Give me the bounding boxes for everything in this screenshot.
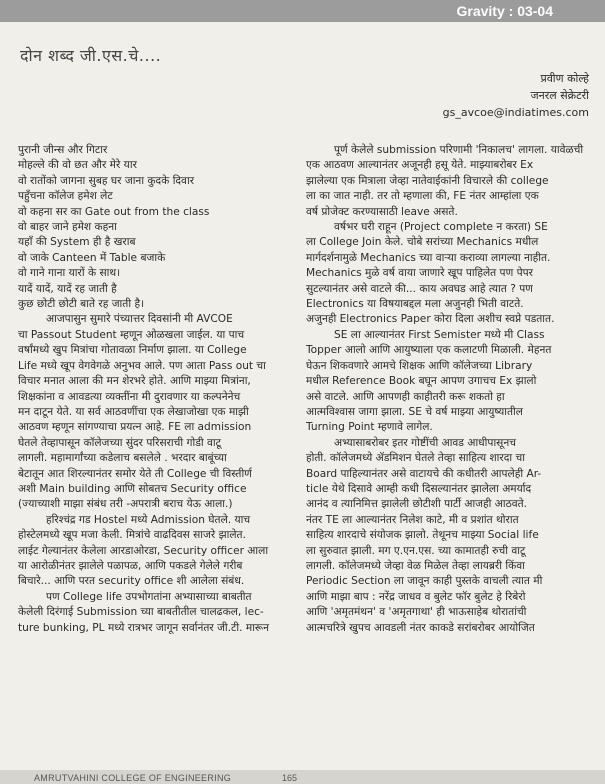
poem-line: वो कहना सर का Gate out from the class — [18, 205, 210, 218]
text-line: वर्षभर घरी राहून (Project complete न करता) SE — [334, 221, 548, 234]
text-line: आणि माझा बाप : नरेंद्र जाधव व बुलेट फॉर बुलेट हे रिबेरो — [306, 590, 526, 603]
text-line: Periodic Section ला जावून काही पुस्तके वाचली त्यात मी — [306, 575, 543, 588]
text-line: ticle येथे दिसावे आम्ही कधी दिसल्यानंतर झालेला अमर्याद — [306, 482, 532, 495]
text-line: आठवण म्हणून सांगण्याचा प्रयत्न आहे. FE ला admission — [18, 421, 252, 434]
text-line: मधील Reference Book बघून आपण उगाचच Ex झालो — [306, 375, 537, 388]
footer-band — [0, 770, 605, 784]
text-line: विचार मनात आला की मन शेरभरे होते. आणि माझ्या मित्रांना, — [18, 375, 251, 388]
paragraph — [18, 312, 303, 512]
poem-line: वो गाने गाना यारों के साथ। — [18, 267, 121, 280]
page-number: 165 — [282, 773, 298, 783]
text-line: Electronics या विषयाबद्दल मला अजुनही भिती वाटते. — [306, 298, 524, 311]
poem-line: वो रातोंको जागना सुबह घर जाना कुदके दिवार — [18, 174, 195, 187]
text-line: केलेली दिरंगाई Submission च्या बाबतीतील चालढकल, lec- — [18, 606, 264, 619]
text-line: असे वाटले. आणि आपणही काहीतरी करू शकतो हा — [306, 390, 505, 403]
text-line: अजुनही Electronics Paper कोरा दिला अशीच स्वप्ने पडतात. — [306, 313, 555, 326]
left-column — [18, 143, 303, 636]
text-line: लागली. कॉलेजमध्ये जेव्हा वेळ मिळेल तेव्हा लायब्ररी किंवा — [306, 559, 525, 572]
text-line: आनंद व त्यानिमित्त झालेली छोटीशी पार्टी आजही आठवते. — [306, 498, 528, 511]
text-line: सुटल्यानंतर असे वाटले की... काय अवघड आहे त्यात ? पण — [306, 282, 533, 295]
poem-line: पहुँचना कॉलेज हमेश लेट — [18, 190, 113, 203]
text-line: घेऊन शिकवणारे आमचे शिक्षक आणि कॉलेजच्या Library — [306, 359, 533, 372]
text-line: साहित्य शारदाचे संयोजक झालो. तेथूनच माझ्या Social life — [306, 529, 539, 542]
text-line: बेटातून आत शिरल्यानंतर समोर येते ती College ची विस्तीर्ण — [18, 467, 252, 480]
text-line: होस्टेलमध्ये खूप मजा केली. मित्रांचे वाढदिवस साजरे झालेत. — [18, 529, 246, 542]
text-line: ला College Join केले. चोबे सरांच्या Mechanics मधील — [306, 236, 539, 249]
text-line: आत्मचरित्रे खुपच आवडली नंतर काकडे सरांबरोबर आयोजित — [306, 621, 535, 634]
text-line: Board पाहिल्यानंतर असे वाटायचे की कधीतरी आपलेही Ar- — [306, 467, 542, 480]
text-line: लागली. महामार्गांच्या कडेलाच बसलेले . भरदार बाबूंच्या — [18, 452, 227, 465]
text-line: होती. कॉलेजमध्ये ॲडमिशन घेतले तेव्हा साहित्य शारदा चा — [306, 452, 525, 465]
poem-line: वो बाहर जाने हमेश कहना — [18, 221, 117, 234]
poem-line: पुरानी जीन्स और गिटार — [18, 144, 108, 156]
text-line: (ज्याच्याशी माझा संबंध तरी -अपरात्री बराच येऊ आला.) — [18, 498, 233, 511]
text-line: पूर्ण केलेले submission परिणामी 'निकालच' लागला. यावेळची — [334, 144, 584, 156]
footer-college-name: AMRUTVAHINI COLLEGE OF ENGINEERING — [34, 773, 232, 783]
poem-line: यहाँ की System ही है खराब — [18, 236, 136, 249]
text-line: या आरोळीनंतर झालेले पळापळ, आणि पकडले गेलेले गरीब — [18, 559, 243, 572]
paragraph — [306, 328, 588, 436]
text-line: Turning Point म्हणावे लागेल. — [306, 421, 433, 434]
poem-line: वो जाके Canteen में Table बजाके — [18, 251, 166, 264]
paragraph — [306, 220, 588, 328]
text-line: Topper आलो आणि आयुष्याला एक कलाटणी मिळाली. मेहनत — [306, 344, 552, 357]
text-line: घेतले तेव्हापासून कॉलेजच्या सुंदर परिसराची गोडी वाटू — [18, 436, 221, 449]
text-line: बिचारे... आणि परत security office शी आलेला संबंध. — [18, 575, 245, 588]
article-title: दोन शब्द जी.एस.चे.... — [20, 46, 162, 65]
paragraph — [18, 590, 303, 636]
paragraph — [306, 436, 588, 636]
paragraph — [18, 513, 303, 590]
text-line: एक आठवण आल्यानंतर अजूनही हसू येते. माझ्याबरोबर Ex — [306, 159, 534, 172]
paragraph — [306, 143, 588, 220]
text-line: आत्मविश्वास जागा झाला. SE चे वर्ष माझ्या आयुष्यातील — [306, 405, 523, 418]
text-line: ture bunking, PL मध्ये रात्रभर जागून सर्वानंतर जी.टी. मारून — [18, 621, 270, 634]
poem-line: मोहल्ले की वो छत और मेरे यार — [18, 159, 137, 172]
poem-line: यादें यादें, यादें रह जाती है — [18, 282, 117, 295]
text-line: आणि 'अमृतमंथन' व 'अमृतगाथा' ही भाऊसाहेब थोरातांची — [306, 606, 527, 619]
text-line: नंतर TE ला आल्यानंतर निलेश काटे, मी व प्रशांत थोरात — [306, 513, 519, 526]
magazine-title: Gravity : 03-04 — [456, 3, 553, 19]
text-line: झालेल्या एक मित्राला जेव्हा नातेवाईकांनी विचारले की college — [306, 174, 549, 187]
text-line: मार्गदर्शनामुळे Mechanics च्या वाऱ्या कराव्या लागल्या नाहीत. — [306, 251, 551, 264]
text-line: आजपासुन सुमारे पंच्यात्तर दिवसांनी मी AVCOE — [46, 313, 233, 326]
text-line: पण College life उपभोगतांना अभ्यासाच्या बाबतीत — [46, 590, 252, 603]
poem-line: कुछ छोटी छोटी बाते रह जाती है। — [18, 298, 145, 311]
text-line: मन दाटून येते. या सर्व आठवणींचा एक लेखाजोखा एक माझी — [18, 405, 249, 418]
text-line: वर्षांमध्ये खुप मित्रांचा गोतावळा निर्माण झाला. या College — [18, 344, 247, 357]
text-line: SE ला आल्यानंतर First Semister मध्ये मी Class — [334, 328, 545, 341]
text-line: अभ्यासाबरोबर इतर गोष्टींची आवड आधीपासूनच — [334, 436, 516, 449]
author-block — [369, 70, 589, 121]
text-line: Mechanics मुळे वर्ष वाया जाणारे खूप पाहिलेत पण पेपर — [306, 267, 533, 280]
right-column — [306, 143, 588, 636]
text-line: चा Passout Student म्हणून ओळखला जाईल. या पाच — [18, 328, 245, 341]
text-line: ला सुरुवात झाली. मग ए.एन.एस. च्या कामातही रुची वाटू — [306, 544, 526, 557]
text-line: हरिश्चंद्र गड Hostel मध्ये Admission घेतले. याच — [46, 513, 251, 526]
text-line: वर्ष प्रोजेक्ट करण्यासाठी leave असते. — [306, 205, 458, 218]
author-name: प्रवीण कोल्हे — [540, 72, 589, 85]
text-line: शिक्षकांना व आवडत्या व्यक्तींना मी दुरावणार या कल्पनेनेच — [18, 390, 241, 403]
text-line: Life मध्ये खूप वेगवेगळे अनुभव आले. पण आता Pass out चा — [18, 359, 266, 372]
author-role: जनरल सेक्रेटरी — [530, 89, 589, 102]
text-line: लाईट गेल्यानंतर केलेला आरडाओरडा, Security officer आला — [18, 544, 269, 557]
header-band — [0, 0, 605, 22]
author-email: gs_avcoe@indiatimes.com — [442, 106, 589, 119]
text-line: अशी Main building आणि सोबतच Security office — [18, 482, 247, 495]
text-line: ला का जात नाही. तर तो म्हणाला की, FE नंतर आम्हांला एक — [306, 190, 539, 203]
